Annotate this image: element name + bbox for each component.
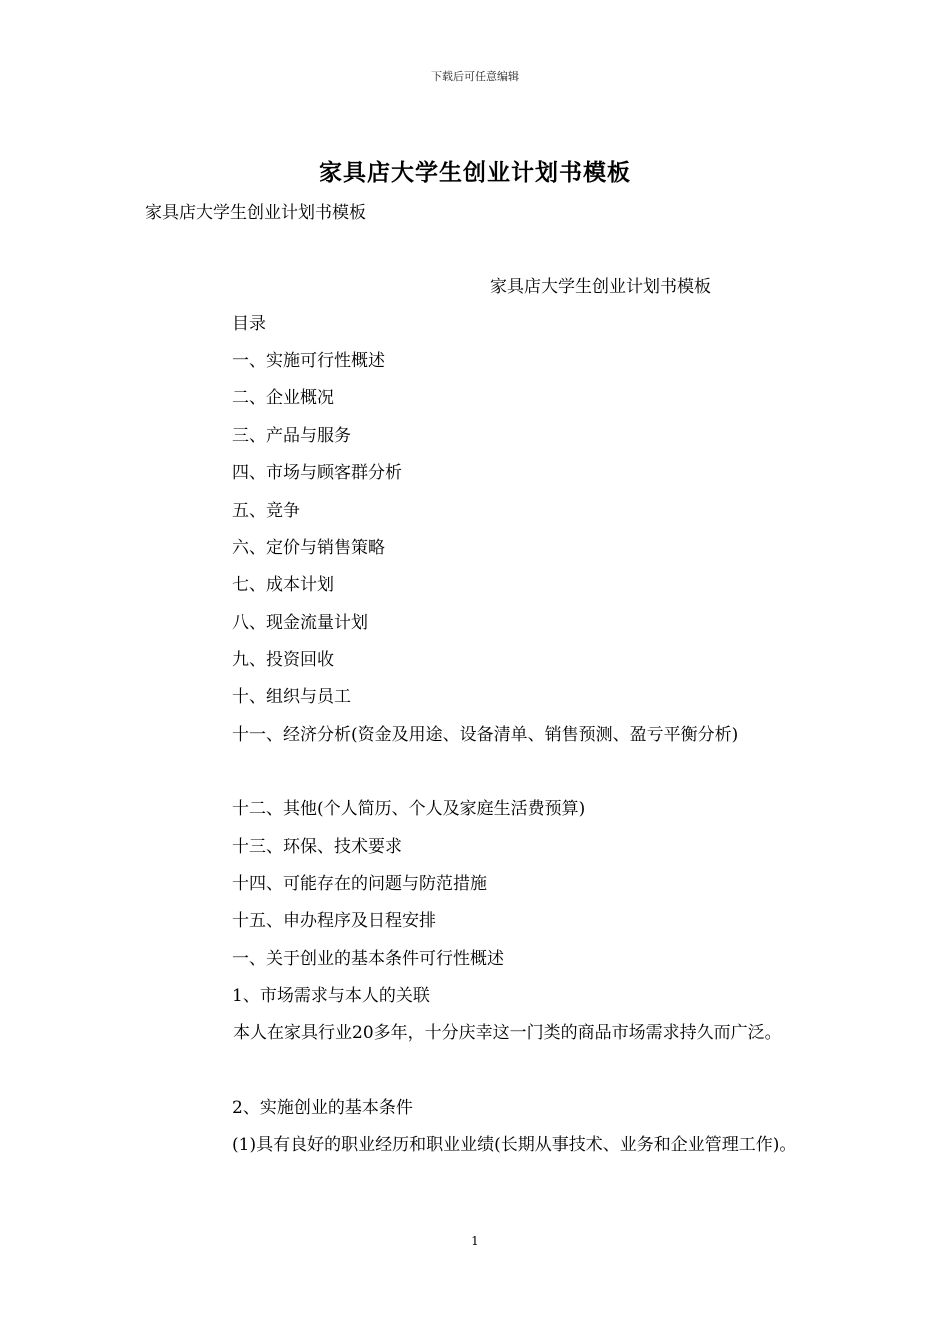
- document-subtitle: 家具店大学生创业计划书模板: [145, 203, 366, 223]
- toc-item: 一、实施可行性概述: [232, 351, 385, 371]
- toc-item: 四、市场与顾客群分析: [232, 463, 402, 483]
- body-paragraph: 本人在家具行业20多年，十分庆幸这一门类的商品市场需求持久而广泛。: [233, 1023, 782, 1043]
- header-note: 下载后可任意编辑: [431, 70, 519, 83]
- toc-item: 十一、经济分析(资金及用途、设备清单、销售预测、盈亏平衡分析): [232, 725, 739, 745]
- toc-item: 六、定价与销售策略: [232, 538, 385, 558]
- toc-item: 五、竞争: [232, 501, 300, 521]
- toc-item: 十二、其他(个人简历、个人及家庭生活费预算): [232, 799, 586, 819]
- toc-item: 十五、申办程序及日程安排: [232, 911, 436, 931]
- page-number: 1: [471, 1234, 479, 1248]
- toc-item: 三、产品与服务: [232, 426, 351, 446]
- subsection-heading: 1、市场需求与本人的关联: [232, 986, 430, 1006]
- toc-item: 十三、环保、技术要求: [232, 837, 402, 857]
- body-paragraph: (1)具有良好的职业经历和职业业绩(长期从事技术、业务和企业管理工作)。: [232, 1135, 797, 1155]
- toc-item: 九、投资回收: [232, 650, 334, 670]
- toc-item: 七、成本计划: [232, 575, 334, 595]
- document-title: 家具店大学生创业计划书模板: [319, 159, 631, 186]
- toc-item: 八、现金流量计划: [232, 613, 368, 633]
- right-aligned-title: 家具店大学生创业计划书模板: [490, 277, 711, 297]
- toc-item: 十、组织与员工: [232, 687, 351, 707]
- toc-item: 二、企业概况: [232, 388, 334, 408]
- toc-item: 十四、可能存在的问题与防范措施: [232, 874, 487, 894]
- section-heading: 一、关于创业的基本条件可行性概述: [232, 949, 504, 969]
- subsection-heading: 2、实施创业的基本条件: [232, 1098, 413, 1118]
- toc-heading: 目录: [232, 314, 266, 334]
